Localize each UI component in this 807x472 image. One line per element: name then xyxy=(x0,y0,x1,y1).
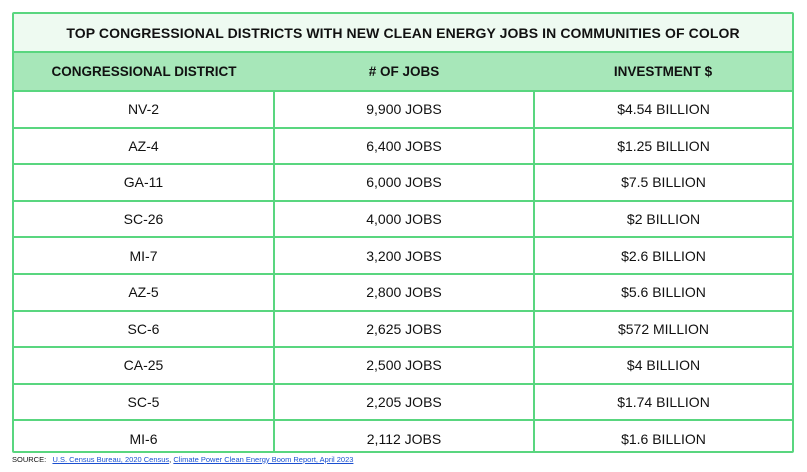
source-link-climate-power[interactable]: Climate Power Clean Energy Boom Report, April 2023 xyxy=(173,455,354,464)
investment-cell: $2 BILLION xyxy=(534,201,792,238)
investment-cell: $2.6 BILLION xyxy=(534,237,792,274)
column-header-jobs: # OF JOBS xyxy=(274,53,534,91)
investment-cell: $572 MILLION xyxy=(534,311,792,348)
source-note xyxy=(12,455,353,464)
column-header-investment: INVESTMENT $ xyxy=(534,53,792,91)
investment-cell: $4 BILLION xyxy=(534,347,792,384)
district-cell: SC-26 xyxy=(14,201,274,238)
header-row xyxy=(14,53,792,91)
table-row xyxy=(14,164,792,201)
jobs-cell: 4,000 JOBS xyxy=(274,201,534,238)
investment-cell: $1.6 BILLION xyxy=(621,430,706,447)
table-row xyxy=(14,274,792,311)
district-cell: GA-11 xyxy=(14,164,274,201)
jobs-cell: 2,800 JOBS xyxy=(274,274,534,311)
district-cell: SC-6 xyxy=(14,311,274,348)
jobs-cell: 3,200 JOBS xyxy=(274,237,534,274)
district-cell: AZ-5 xyxy=(14,274,274,311)
district-cell: NV-2 xyxy=(14,91,274,128)
jobs-cell: 2,500 JOBS xyxy=(274,347,534,384)
table-row xyxy=(14,311,792,348)
district-cell: MI-7 xyxy=(14,237,274,274)
table-row xyxy=(14,384,792,421)
investment-cell: $1.25 BILLION xyxy=(534,128,792,165)
data-table xyxy=(14,53,792,453)
jobs-cell: 6,000 JOBS xyxy=(274,164,534,201)
investment-cell: $1.74 BILLION xyxy=(534,384,792,421)
table-frame xyxy=(12,12,794,453)
source-label: SOURCE: xyxy=(12,455,47,464)
source-separator: , xyxy=(169,455,174,464)
investment-cell: $4.54 BILLION xyxy=(534,91,792,128)
table-title: TOP CONGRESSIONAL DISTRICTS WITH NEW CLEAN ENERGY JOBS IN COMMUNITIES OF COLOR xyxy=(14,14,792,53)
table-row xyxy=(14,91,792,128)
jobs-cell: 2,625 JOBS xyxy=(274,311,534,348)
jobs-cell: 2,205 JOBS xyxy=(274,384,534,421)
district-cell: SC-5 xyxy=(14,384,274,421)
investment-cell: $7.5 BILLION xyxy=(534,164,792,201)
table-row xyxy=(14,201,792,238)
jobs-cell: 9,900 JOBS xyxy=(274,91,534,128)
jobs-cell: 6,400 JOBS xyxy=(274,128,534,165)
investment-cell: $5.6 BILLION xyxy=(534,274,792,311)
source-link-census[interactable]: U.S. Census Bureau, 2020 Census xyxy=(52,455,170,464)
table-row xyxy=(14,128,792,165)
table-row xyxy=(14,347,792,384)
district-cell: AZ-4 xyxy=(14,128,274,165)
table-row xyxy=(14,420,792,453)
district-cell: CA-25 xyxy=(14,347,274,384)
district-cell: MI-6 xyxy=(14,420,274,453)
table-row xyxy=(14,237,792,274)
jobs-cell: 2,112 JOBS xyxy=(274,420,534,453)
column-header-district: CONGRESSIONAL DISTRICT xyxy=(14,53,274,91)
